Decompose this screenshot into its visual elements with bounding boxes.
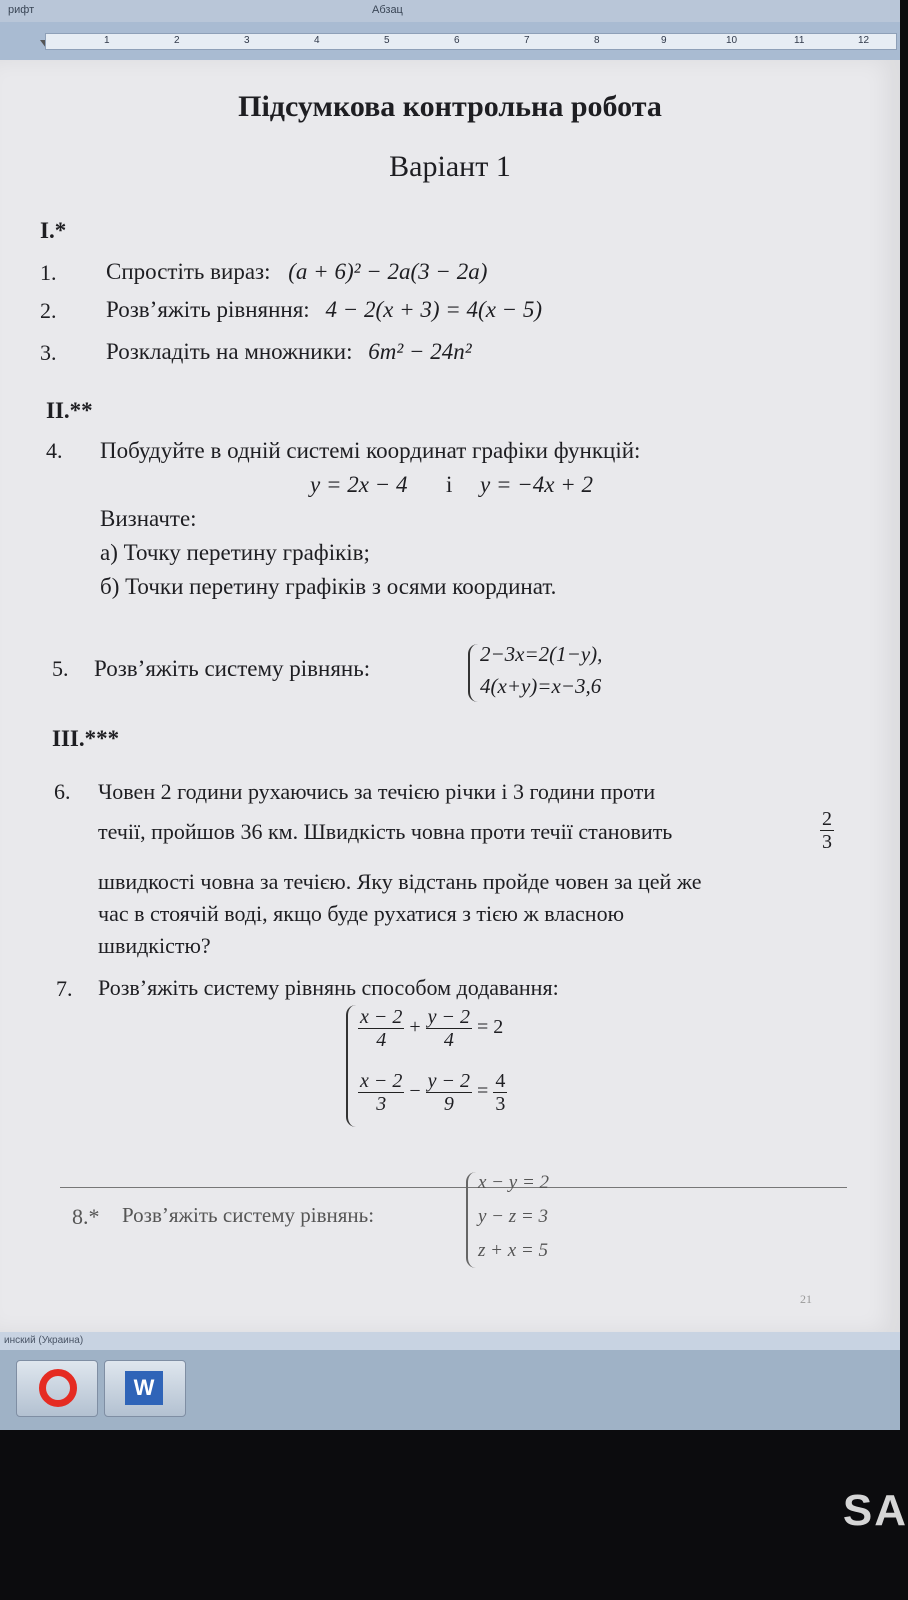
ruler-strip <box>45 33 897 50</box>
ruler-mark: 5 <box>384 35 390 46</box>
ruler-mark: 8 <box>594 35 600 46</box>
variant-heading: Варіант 1 <box>389 150 511 183</box>
question-4-number: 4. <box>46 438 63 463</box>
fraction-denominator: 4 <box>376 1029 387 1051</box>
question-6-line-2: течії, пройшов 36 км. Швидкість човна проти течії становить <box>98 819 673 844</box>
fraction-denominator: 9 <box>443 1093 454 1115</box>
horizontal-ruler[interactable] <box>0 22 900 60</box>
language-indicator[interactable]: инский (Украина) <box>4 1335 84 1346</box>
monitor-brand-logo: SA <box>842 1486 908 1535</box>
operator: + <box>409 1016 421 1039</box>
taskbar-word-button[interactable] <box>104 1360 186 1417</box>
question-4-determine: Визначте: <box>100 506 197 531</box>
operator: − <box>409 1080 421 1103</box>
fraction-numerator: y − 2 <box>427 1070 471 1092</box>
question-6-fraction <box>820 808 834 853</box>
word-icon: W <box>125 1371 163 1405</box>
ruler-mark: 1 <box>104 35 110 46</box>
question-5-equation-2: 4(x+y)=x−3,6 <box>480 674 602 698</box>
function-conjunction: і <box>446 472 453 497</box>
fraction-numerator: x − 2 <box>360 1070 403 1092</box>
equation-rhs: = 2 <box>477 1016 504 1039</box>
opera-icon <box>39 1369 77 1407</box>
question-1-label: Спростіть вираз: <box>106 259 271 284</box>
question-8-number: 8.* <box>72 1204 100 1229</box>
question-6-number: 6. <box>54 779 71 804</box>
ruler-mark: 3 <box>244 35 250 46</box>
question-2-text <box>106 297 542 323</box>
fraction-denominator: 3 <box>822 831 832 853</box>
taskbar <box>0 1350 900 1430</box>
question-3-text <box>106 339 472 365</box>
question-3-label: Розкладіть на множники: <box>106 339 353 364</box>
fraction-numerator: y − 2 <box>427 1006 471 1028</box>
question-4-part-b: б) Точки перетину графіків з осями координат. <box>100 574 557 599</box>
equals-sign: = <box>477 1080 489 1103</box>
status-bar <box>0 1332 900 1350</box>
question-1-text <box>106 259 487 285</box>
section-3-heading: III.*** <box>52 726 120 751</box>
question-1-number: 1. <box>40 260 57 285</box>
question-7-equation-2 <box>358 1070 507 1115</box>
question-8-equation-1: x − y = 2 <box>478 1172 550 1193</box>
ruler-mark: 11 <box>794 35 805 46</box>
ruler-mark: 9 <box>661 35 667 46</box>
fraction-denominator: 3 <box>495 1093 506 1115</box>
ruler-mark: 4 <box>314 35 320 46</box>
question-5-number: 5. <box>52 656 69 681</box>
question-7-text: Розв’яжіть систему рівнянь способом додавання: <box>98 975 559 1000</box>
taskbar-opera-button[interactable] <box>16 1360 98 1417</box>
fraction-numerator: x − 2 <box>360 1006 403 1028</box>
question-5-text: Розв’яжіть систему рівнянь: <box>94 656 371 681</box>
horizontal-divider <box>60 1187 847 1188</box>
question-3-expression: 6m² − 24n² <box>368 339 472 364</box>
question-6-line-5: швидкістю? <box>98 933 211 958</box>
question-8-equation-3: z + x = 5 <box>478 1240 548 1261</box>
document-page[interactable] <box>0 60 900 1332</box>
question-7-equation-1 <box>358 1006 503 1051</box>
question-1-expression: (a + 6)² − 2a(3 − 2a) <box>288 259 488 284</box>
question-8-equation-2: y − z = 3 <box>478 1206 548 1227</box>
ruler-mark: 6 <box>454 35 460 46</box>
ruler-mark: 7 <box>524 35 530 46</box>
ruler-mark: 10 <box>726 35 738 46</box>
question-2-label: Розв’яжіть рівняння: <box>106 297 310 322</box>
ribbon-group-font[interactable]: рифт <box>8 4 35 16</box>
question-4-part-a: а) Точку перетину графіків; <box>100 540 370 565</box>
function-1: y = 2x − 4 <box>310 472 408 497</box>
section-1-heading: I.* <box>40 218 67 243</box>
system-brace-icon <box>466 1172 478 1268</box>
question-3-number: 3. <box>40 340 57 365</box>
system-brace-icon <box>468 644 480 702</box>
question-6-line-1: Човен 2 години рухаючись за течією річки і 3 години проти <box>98 779 656 804</box>
question-5-equation-1: 2−3x=2(1−y), <box>480 642 603 666</box>
question-2-number: 2. <box>40 298 57 323</box>
page-title: Підсумкова контрольна робота <box>238 90 662 123</box>
page-number: 21 <box>800 1292 812 1306</box>
ruler-mark: 2 <box>174 35 180 46</box>
section-2-heading: II.** <box>46 398 93 423</box>
ribbon-group-paragraph[interactable]: Абзац <box>372 4 403 16</box>
question-8-text: Розв’яжіть систему рівнянь: <box>122 1203 375 1227</box>
ruler-mark: 12 <box>858 35 870 46</box>
question-4-text: Побудуйте в одній системі координат графіки функцій: <box>100 438 641 463</box>
fraction-numerator: 4 <box>495 1070 506 1092</box>
function-2: y = −4x + 2 <box>480 472 593 497</box>
question-6-line-4: час в стоячій воді, якщо буде рухатися з тією ж власною <box>98 901 625 926</box>
fraction-denominator: 4 <box>443 1029 454 1051</box>
fraction-numerator: 2 <box>822 808 832 830</box>
question-2-equation: 4 − 2(x + 3) = 4(x − 5) <box>325 297 543 322</box>
ribbon-bar <box>0 0 900 23</box>
question-7-number: 7. <box>56 976 73 1001</box>
question-6-line-3: швидкості човна за течією. Яку відстань пройде човен за цей же <box>98 869 702 894</box>
fraction-denominator: 3 <box>376 1093 387 1115</box>
